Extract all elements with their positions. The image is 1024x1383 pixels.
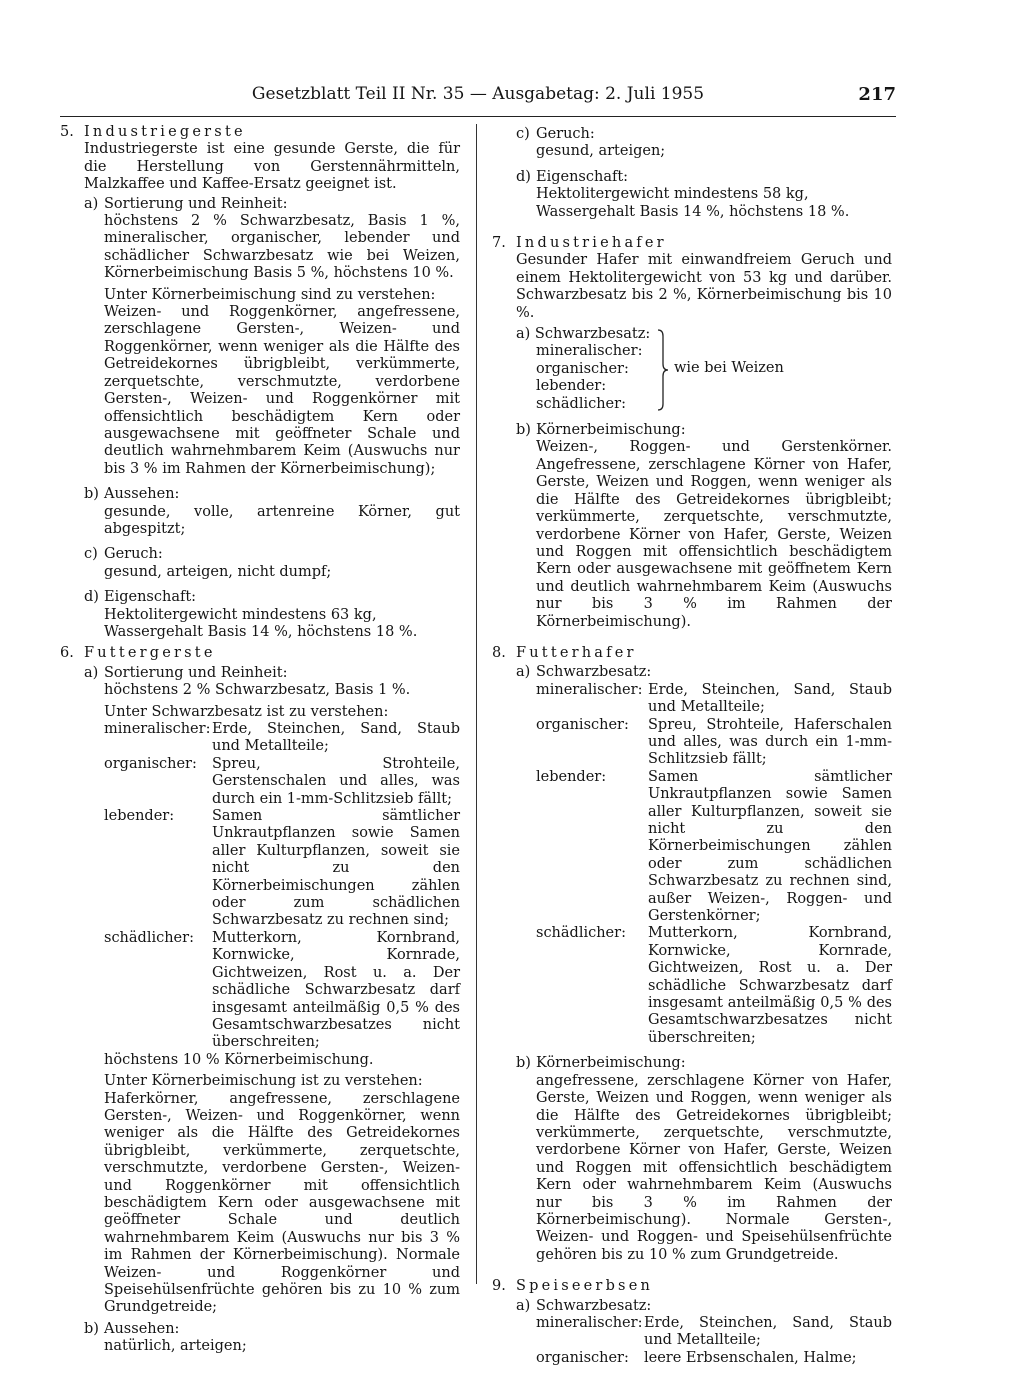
subsection-title: Sortierung und Reinheit:: [104, 195, 288, 212]
header-title: Gesetzblatt Teil II Nr. 35 — Ausgabetag: 2. Juli 1955: [251, 84, 705, 104]
subsection-label: b): [84, 486, 99, 503]
paragraph: Weizen-, Roggen- und Gerstenkörner. Angefressene, zerschlagene Körner von Hafer, Gerste, Weizen und Roggen, wenn weniger als die Hälfte des Getreidekornes übrigbleibt; verkümmerte, zerquetschte, verschmutzte, verdorbene Körner von Hafer, Gerste, Weizen und Roggen mit offensichtlich beschädigtem Kern oder ausgewachsene mit geöffnetem Kern und deutlich wahrnehmbarem Keim (Auswuchs nur bis 3 % im Rahmen der Körnerbeimischung).: [536, 439, 892, 630]
definition-term: mineralischer:: [536, 681, 643, 698]
subsection-heading: [492, 664, 892, 681]
paragraph: höchstens 2 % Schwarzbesatz, Basis 1 %, mineralischer, organischer, lebender und schädlicher Schwarzbesatz wie bei Weizen, Körnerbeimischung Basis 5 %, höchstens 10 %.: [104, 213, 460, 282]
definition-text: Spreu, Strohteile, Haferschalen und alles, was durch ein 1-mm-Schlitzsieb fällt;: [648, 716, 892, 768]
subsection-label: c): [516, 126, 530, 142]
definition-text: Erde, Steinchen, Sand, Staub und Metallteile;: [212, 721, 460, 755]
section-title: Futterhafer: [516, 644, 637, 661]
subsection-label: b): [84, 1320, 99, 1337]
paragraph: Wassergehalt Basis 14 %, höchstens 18 %.: [104, 623, 418, 640]
definition-text: Erde, Steinchen, Sand, Staub und Metallteile;: [648, 681, 892, 716]
subsection-title: Aussehen:: [104, 486, 180, 503]
column-divider: [476, 124, 477, 1284]
definition-row: [492, 769, 892, 926]
section-number: 5.: [60, 124, 74, 140]
definition-term: schädlicher:: [104, 929, 194, 946]
subsection-heading: [60, 1321, 460, 1338]
brace-item: organischer:: [536, 360, 629, 377]
definition-term: organischer:: [104, 755, 197, 772]
section-9-heading: [492, 1278, 892, 1295]
subsection-title: Eigenschaft:: [104, 589, 197, 606]
definition-row: [492, 1350, 892, 1367]
subsection-label: d): [84, 589, 99, 606]
subsection-heading: [60, 486, 460, 503]
section-5-intro: Industriegerste ist eine gesunde Gerste, die für die Herstellung von Gerstennährmitteln, Malzkaffee und Kaffee-Ersatz geeignet ist.: [84, 141, 460, 193]
subsection-label: b): [516, 1055, 531, 1072]
definition-row: [492, 717, 892, 769]
brace-group: [492, 326, 892, 414]
subsection-heading: [492, 126, 892, 143]
definition-row: [492, 925, 892, 1047]
section-number: 7.: [492, 235, 506, 252]
subsection-label: a): [516, 664, 531, 681]
paragraph: höchstens 10 % Körnerbeimischung.: [104, 1051, 374, 1068]
definition-text: Erde, Steinchen, Sand, Staub und Metallteile;: [644, 1314, 892, 1349]
subsection-title: Geruch:: [104, 546, 163, 563]
page-number: 217: [858, 84, 896, 105]
section-number: 6.: [60, 645, 74, 662]
subsection-label: d): [516, 168, 531, 185]
definition-term: organischer:: [536, 716, 629, 733]
subsection-title: Körnerbeimischung:: [536, 422, 686, 439]
subsection-title: Geruch:: [536, 126, 595, 142]
subsection-heading: [60, 546, 460, 563]
definition-row: [60, 930, 460, 1052]
definition-row: [60, 756, 460, 808]
paragraph: gesunde, volle, artenreine Körner, gut abgespitzt;: [104, 503, 460, 537]
brace-item: a) Schwarzbesatz:: [516, 326, 651, 343]
section-title: Speiseerbsen: [516, 1278, 654, 1295]
paragraph: höchstens 2 % Schwarzbesatz, Basis 1 %.: [104, 682, 411, 699]
subsection-title: Schwarzbesatz:: [536, 664, 652, 681]
subsection-label: b): [516, 422, 531, 439]
definition-text: Spreu, Strohteile, Gerstenschalen und alles, was durch ein 1-mm-Schlitzsieb fällt;: [212, 755, 460, 807]
subsection-heading: [492, 422, 892, 439]
definition-term: mineralischer:: [104, 721, 211, 737]
right-column: [492, 124, 892, 1367]
subsection-label: a): [516, 1297, 531, 1314]
paragraph: natürlich, arteigen;: [104, 1338, 247, 1355]
subsection-heading: [60, 589, 460, 606]
left-column: [60, 124, 460, 1356]
definition-row: [492, 1315, 892, 1350]
definition-term: lebender:: [536, 768, 607, 785]
right-brace-icon: [656, 328, 670, 412]
definition-row: [60, 808, 460, 930]
definition-text: leere Erbsenschalen, Halme;: [644, 1349, 857, 1366]
subsection-title: Körnerbeimischung:: [536, 1055, 686, 1072]
paragraph: gesund, arteigen, nicht dumpf;: [104, 563, 332, 580]
definition-text: Samen sämtlicher Unkrautpflanzen sowie Samen aller Kulturpflanzen, soweit sie nicht zu den Körnerbeimischungen zählen oder zum schädlichen Schwarzbesatz zu rechnen sind;: [212, 808, 460, 929]
paragraph: Haferkörner, angefressene, zerschlagene Gersten-, Weizen- und Roggenkörner, wenn weniger als die Hälfte des Getreidekornes übrigbleibt, verkümmerte, zerquetschte, verschmutzte, verdorbene Gersten-, Weizen- und Roggenkörner mit offensichtlich beschädigtem Kern oder ausgewachsene mit geöffneter Schale und deutlich wahrnehmbarem Keim (Auswuchs nur bis 3 % im Rahmen der Körnerbeimischung). Normale Weizen- und Roggenkörner und Speisehülsenfrüchte gehören bis zu 10 % zum Grundgetreide;: [104, 1090, 460, 1316]
brace-item: lebender:: [536, 378, 607, 395]
definition-row: [492, 682, 892, 717]
section-7-heading: [492, 235, 892, 252]
section-6-heading: [60, 645, 460, 662]
brace-items: [516, 326, 651, 413]
subsection-heading: [492, 1055, 892, 1072]
paragraph: Hektolitergewicht mindestens 58 kg,: [536, 186, 809, 203]
section-7-intro: Gesunder Hafer mit einwandfreiem Geruch und einem Hektolitergewicht von 53 kg und darüber. Schwarzbesatz bis 2 %, Körnerbeimischung bis 10 %.: [516, 252, 892, 321]
definition-text: Mutterkorn, Kornbrand, Kornwicke, Kornrade, Gichtweizen, Rost u. a. Der schädliche Schwarzbesatz darf insgesamt anteilmäßig 0,5 % des Gesamtschwarzbesatzes nicht überschreiten;: [212, 929, 460, 1051]
brace-label: wie bei Weizen: [674, 360, 784, 377]
section-title: Industriegerste: [84, 124, 246, 140]
section-8-heading: [492, 645, 892, 662]
page-header: [60, 84, 896, 117]
paragraph: Unter Schwarzbesatz ist zu verstehen:: [104, 703, 389, 720]
section-number: 8.: [492, 644, 506, 661]
definition-row: [60, 721, 460, 756]
subsection-title: Eigenschaft:: [536, 168, 629, 185]
definition-text: Mutterkorn, Kornbrand, Kornwicke, Kornrade, Gichtweizen, Rost u. a. Der schädliche Schwarzbesatz darf insgesamt anteilmäßig 0,5 % des Gesamtschwarzbesatzes nicht überschreiten;: [648, 925, 892, 1046]
subsection-label: a): [84, 664, 99, 681]
paragraph: Unter Körnerbeimischung ist zu verstehen:: [104, 1073, 423, 1090]
subsection-label: a): [84, 195, 99, 212]
definition-term: organischer:: [536, 1349, 629, 1366]
subsection-heading: [60, 665, 460, 682]
section-5-heading: [60, 124, 460, 141]
paragraph: gesund, arteigen;: [536, 143, 666, 160]
definition-term: mineralischer:: [536, 1314, 643, 1331]
brace-item: mineralischer:: [536, 343, 643, 360]
paragraph: angefressene, zerschlagene Körner von Hafer, Gerste, Weizen und Roggen, wenn weniger als die Hälfte des Getreidekornes übrigbleibt; verkümmerte, zerquetschte, verschmutzte, verdorbene Körner von Hafer, Gerste, Weizen und Roggen mit offensichtlich beschädigtem Kern oder wahrnehmbarem Keim (Auswuchs nur bis 3 % im Rahmen der Körnerbeimischung). Normale Gersten-, Weizen- und Roggen- und Speisehülsenfrüchte gehören bis zu 10 % zum Grundgetreide.: [536, 1072, 892, 1263]
section-number: 9.: [492, 1278, 506, 1295]
definition-term: schädlicher:: [536, 925, 626, 942]
section-title: Futtergerste: [84, 645, 216, 662]
paragraph: Wassergehalt Basis 14 %, höchstens 18 %.: [536, 203, 850, 220]
paragraph: Weizen- und Roggenkörner, angefressene, zerschlagene Gersten-, Weizen- und Roggenkörner, wenn weniger als die Hälfte des Getreidekornes übrigbleibt, verkümmerte, zerquetschte, verschmutzte, verdorbene Gersten-, Weizen- und Roggenkörner mit offensichtlich beschädigtem Kern oder ausgewachsene mit geöffneter Schale und deutlich wahrnehmbarem Keim (Auswuchs nur bis 3 % im Rahmen der Körnerbeimischung);: [104, 304, 460, 477]
definition-term: lebender:: [104, 808, 175, 825]
subsection-heading: [492, 1298, 892, 1315]
subsection-heading: [60, 196, 460, 213]
subsection-heading: [492, 169, 892, 186]
brace-item: schädlicher:: [536, 395, 626, 412]
definition-text: Samen sämtlicher Unkrautpflanzen sowie Samen aller Kulturpflanzen, soweit sie nicht zu den Körnerbeimischungen zählen oder zum schädlichen Schwarzbesatz zu rechnen sind, außer Weizen-, Roggen- und Gerstenkörner;: [648, 768, 892, 925]
section-title: Industriehafer: [516, 235, 667, 252]
subsection-title: Aussehen:: [104, 1320, 180, 1337]
subsection-label: c): [84, 546, 98, 563]
paragraph: Hektolitergewicht mindestens 63 kg,: [104, 606, 377, 623]
paragraph: Unter Körnerbeimischung sind zu verstehen:: [104, 286, 436, 303]
subsection-title: Schwarzbesatz:: [536, 1297, 652, 1314]
subsection-title: Sortierung und Reinheit:: [104, 664, 288, 681]
